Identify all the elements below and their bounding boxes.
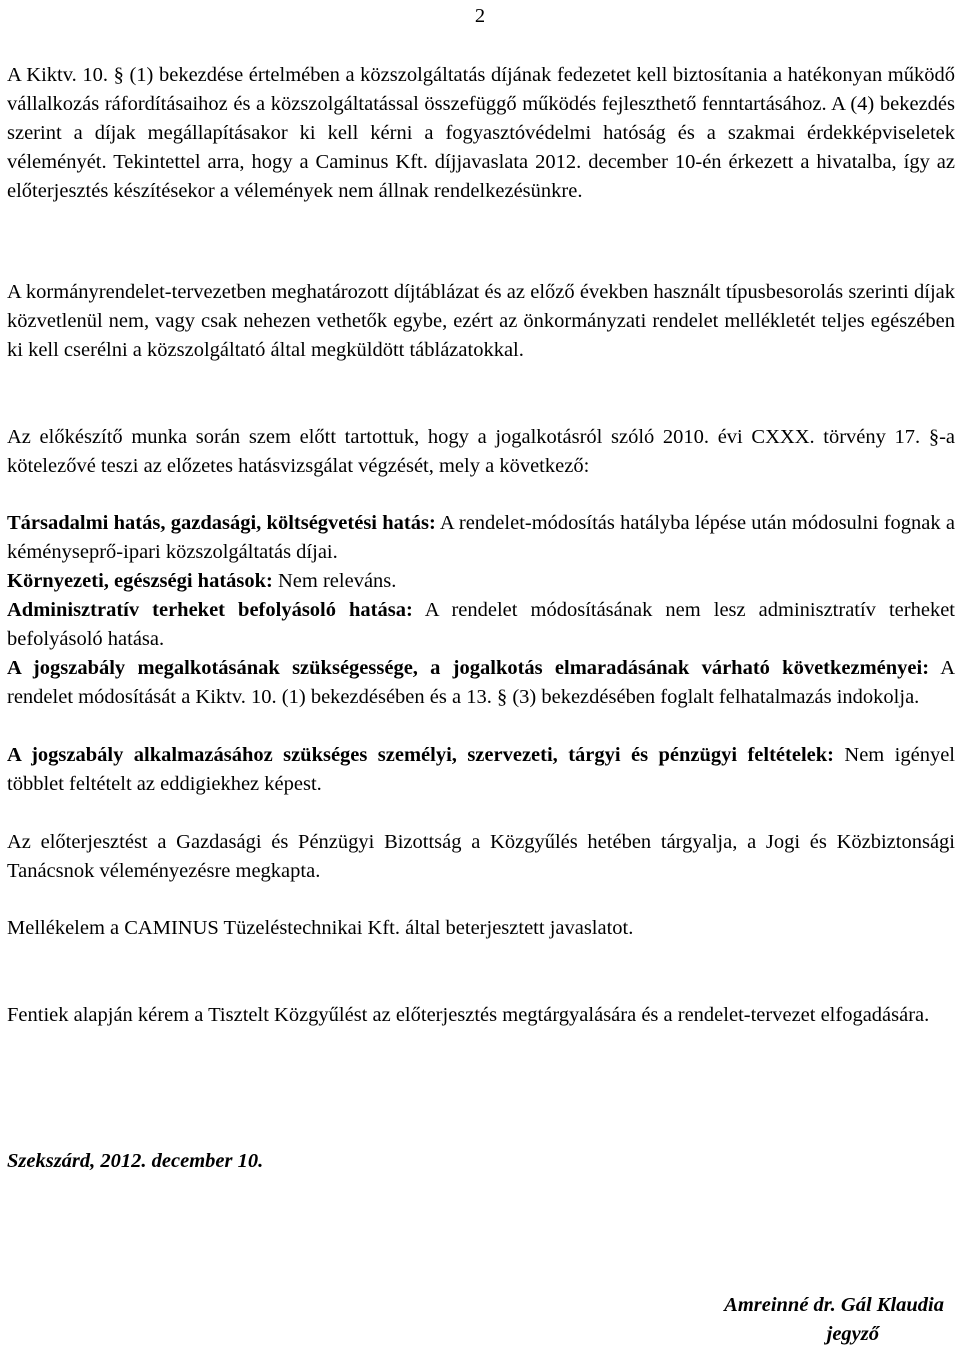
impact-necessity-text: A rendelet módosítását a Kiktv. 10. (1) bekezdésében és a 13. § (3) bekezdésében foglalt felhatalmazás indokolja. bbox=[7, 657, 955, 708]
impact-conditions-label: A jogszabály alkalmazásához szükséges személyi, szervezeti, tárgyi és pénzügyi feltételek: bbox=[7, 744, 834, 766]
impact-administrative bbox=[7, 596, 955, 654]
signatory-title: jegyző bbox=[826, 1323, 879, 1345]
impact-necessity bbox=[7, 654, 955, 712]
signatory-name: Amreinné dr. Gál Klaudia bbox=[724, 1294, 944, 1316]
impact-environmental bbox=[7, 567, 955, 596]
paragraph-request: Fentiek alapján kérem a Tisztelt Közgyűlést az előterjesztés megtárgyalására és a rendelet-tervezet elfogadására. bbox=[7, 1004, 930, 1026]
impact-social-label: Társadalmi hatás, gazdasági, költségvetési hatás: bbox=[7, 512, 436, 534]
page-number: 2 bbox=[474, 5, 486, 27]
impact-env-label: Környezeti, egészségi hatások: bbox=[7, 570, 273, 592]
paragraph-committee: Az előterjesztést a Gazdasági és Pénzügyi Bizottság a Közgyűlés hetében tárgyalja, a Jogi és Közbiztonsági Tanácsnok véleményezésre megkapta. bbox=[7, 831, 955, 882]
impact-admin-label: Adminisztratív terheket befolyásoló hatása: bbox=[7, 599, 413, 621]
impact-conditions-text: Nem igényel többlet feltételt az eddigiekhez képest. bbox=[7, 744, 955, 795]
paragraph-kiktv-fees: A Kiktv. 10. § (1) bekezdése értelmében a közszolgáltatás díjának fedezetet kell biztosítania a hatékonyan működő vállalkozás ráfordításaihoz és a közszolgáltatással összefüggő működés fejleszthető fenntartásához. A (4) bekezdés szerint a díjak megállapításakor ki kell kérni a fogyasztóvédelmi hatóság és a szakmai érdekképviseletek véleményét. Tekintettel arra, hogy a Caminus Kft. díjjavaslata 2012. december 10-én érkezett a hivatalba, így az előterjesztés készítésekor a vélemények nem állnak rendelkezésünkre. bbox=[7, 64, 955, 202]
impact-env-text: Nem releváns. bbox=[272, 570, 397, 592]
paragraph-fee-table: A kormányrendelet-tervezetben meghatározott díjtáblázat és az előző években használt típusbesorolás szerinti díjak közvetlenül nem, vagy csak nehezen vethetők egybe, ezért az önkormányzati rendelet mellékletét teljes egészében ki kell cserélni a közszolgáltató által megküldött táblázatokkal. bbox=[7, 281, 955, 361]
impact-admin-text: A rendelet módosításának nem lesz adminisztratív terheket befolyásoló hatása. bbox=[7, 599, 955, 650]
impact-social-text: A rendelet-módosítás hatályba lépése után módosulni fognak a kéményseprő-ipari közszolgáltatás díjai. bbox=[7, 512, 955, 563]
impact-conditions bbox=[7, 741, 955, 799]
paragraph-impact-assessment-intro: Az előkészítő munka során szem előtt tartottuk, hogy a jogalkotásról szóló 2010. évi CXXX. törvény 17. §-a kötelezővé teszi az előzetes hatásvizsgálat végzését, mely a következő: bbox=[7, 426, 955, 477]
impact-social-economic bbox=[7, 509, 955, 567]
place-and-date: Szekszárd, 2012. december 10. bbox=[7, 1150, 264, 1172]
signature-block bbox=[544, 1291, 944, 1349]
paragraph-attachment: Mellékelem a CAMINUS Tüzeléstechnikai Kft. által beterjesztett javaslatot. bbox=[7, 917, 634, 939]
impact-necessity-label: A jogszabály megalkotásának szükségessége, a jogalkotás elmaradásának várható következményei: bbox=[7, 657, 930, 679]
